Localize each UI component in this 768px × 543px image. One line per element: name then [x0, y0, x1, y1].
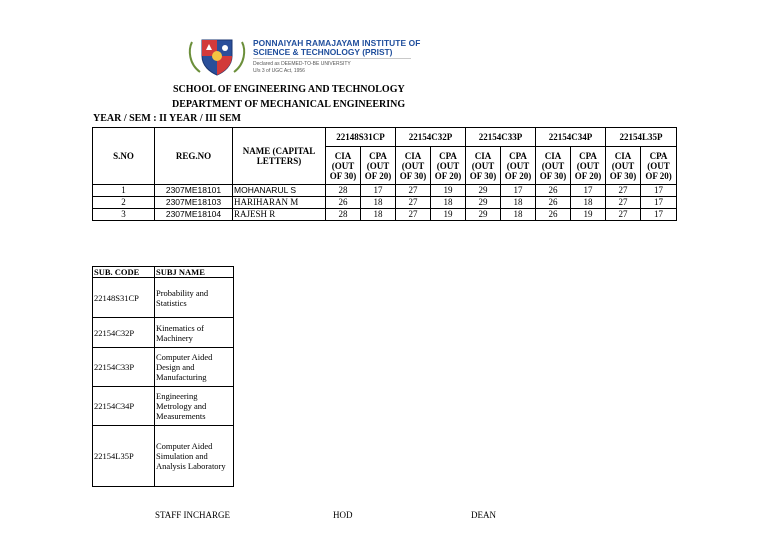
- cell-mark: 17: [641, 185, 677, 197]
- cell-sno: 3: [93, 209, 155, 221]
- cell-mark: 29: [466, 209, 501, 221]
- header-cia: CIA (OUT OF 30): [326, 147, 361, 185]
- cell-subj-name: Kinematics of Machinery: [155, 318, 234, 348]
- cell-regno: 2307ME18104: [155, 209, 233, 221]
- cell-subj-name: Engineering Metrology and Measurements: [155, 387, 234, 426]
- header-subject: 22154C34P: [536, 128, 606, 147]
- crest-icon: [186, 34, 248, 78]
- cell-mark: 26: [326, 197, 361, 209]
- cell-sub-code: 22154C33P: [93, 348, 155, 387]
- cell-name: RAJESH R: [233, 209, 326, 221]
- header-cpa: CPA (OUT OF 20): [501, 147, 536, 185]
- cell-name: MOHANARUL S: [233, 185, 326, 197]
- header-name: NAME (CAPITAL LETTERS): [233, 128, 326, 185]
- cell-sub-code: 22154C34P: [93, 387, 155, 426]
- cell-sub-code: 22154L35P: [93, 426, 155, 487]
- institute-logo: [186, 34, 421, 78]
- logo-divider: [253, 58, 411, 59]
- cell-mark: 19: [431, 185, 466, 197]
- header-sub-code: SUB. CODE: [93, 267, 155, 278]
- header-subject: 22154L35P: [606, 128, 677, 147]
- cell-mark: 19: [571, 209, 606, 221]
- header-cia: CIA (OUT OF 30): [466, 147, 501, 185]
- cell-mark: 18: [501, 197, 536, 209]
- table-row: [93, 387, 234, 426]
- logo-line-3: Declared as DEEMED-TO-BE UNIVERSITY: [253, 61, 351, 67]
- logo-line-1: PONNAIYAH RAMAJAYAM INSTITUTE OF: [253, 38, 421, 48]
- cell-regno: 2307ME18101: [155, 185, 233, 197]
- header-subject: 22148S31CP: [326, 128, 396, 147]
- cell-mark: 27: [606, 185, 641, 197]
- header-cpa: CPA (OUT OF 20): [431, 147, 466, 185]
- cell-mark: 29: [466, 185, 501, 197]
- header-cia: CIA (OUT OF 30): [536, 147, 571, 185]
- dean-signature: DEAN: [471, 510, 496, 520]
- table-row: [93, 426, 234, 487]
- cell-subj-name: Computer Aided Design and Manufacturing: [155, 348, 234, 387]
- subject-table: [92, 266, 234, 487]
- cell-name: HARIHARAN M: [233, 197, 326, 209]
- cell-mark: 26: [536, 185, 571, 197]
- cell-mark: 27: [396, 185, 431, 197]
- cell-mark: 17: [501, 185, 536, 197]
- cell-mark: 27: [396, 209, 431, 221]
- cell-mark: 17: [361, 185, 396, 197]
- department-title: DEPARTMENT OF MECHANICAL ENGINEERING: [172, 99, 406, 110]
- table-row: [93, 278, 234, 318]
- cell-sub-code: 22148S31CP: [93, 278, 155, 318]
- cell-sub-code: 22154C32P: [93, 318, 155, 348]
- cell-mark: 17: [571, 185, 606, 197]
- header-subject: 22154C33P: [466, 128, 536, 147]
- cell-mark: 27: [606, 209, 641, 221]
- cell-mark: 18: [361, 197, 396, 209]
- table-row: [93, 348, 234, 387]
- cell-mark: 18: [431, 197, 466, 209]
- cell-sno: 1: [93, 185, 155, 197]
- header-cpa: CPA (OUT OF 20): [641, 147, 677, 185]
- marks-table: [92, 127, 677, 221]
- header-regno: REG.NO: [155, 128, 233, 185]
- header-sno: S.NO: [93, 128, 155, 185]
- cell-mark: 28: [326, 209, 361, 221]
- cell-mark: 26: [536, 209, 571, 221]
- logo-line-4: U/s 3 of UGC Act, 1956: [253, 68, 305, 74]
- header-subj-name: SUBJ NAME: [155, 267, 234, 278]
- header-cia: CIA (OUT OF 30): [606, 147, 641, 185]
- cell-mark: 17: [641, 209, 677, 221]
- staff-incharge-signature: STAFF INCHARGE: [155, 510, 231, 520]
- cell-mark: 29: [466, 197, 501, 209]
- table-row: [93, 209, 677, 221]
- cell-mark: 27: [606, 197, 641, 209]
- year-sem-label: YEAR / SEM : II YEAR / III SEM: [93, 113, 241, 124]
- cell-mark: 17: [641, 197, 677, 209]
- cell-mark: 18: [501, 209, 536, 221]
- table-row: [93, 318, 234, 348]
- cell-mark: 18: [571, 197, 606, 209]
- cell-mark: 26: [536, 197, 571, 209]
- hod-signature: HOD: [333, 510, 353, 520]
- cell-subj-name: Computer Aided Simulation and Analysis Laboratory: [155, 426, 234, 487]
- cell-regno: 2307ME18103: [155, 197, 233, 209]
- cell-mark: 27: [396, 197, 431, 209]
- logo-line-2: SCIENCE & TECHNOLOGY (PRIST): [253, 47, 393, 57]
- header-subject: 22154C32P: [396, 128, 466, 147]
- cell-mark: 28: [326, 185, 361, 197]
- cell-mark: 18: [361, 209, 396, 221]
- cell-sno: 2: [93, 197, 155, 209]
- cell-subj-name: Probability and Statistics: [155, 278, 234, 318]
- header-cpa: CPA (OUT OF 20): [571, 147, 606, 185]
- cell-mark: 19: [431, 209, 466, 221]
- school-title: SCHOOL OF ENGINEERING AND TECHNOLOGY: [173, 84, 405, 95]
- table-row: [93, 185, 677, 197]
- table-row: [93, 197, 677, 209]
- header-cia: CIA (OUT OF 30): [396, 147, 431, 185]
- header-cpa: CPA (OUT OF 20): [361, 147, 396, 185]
